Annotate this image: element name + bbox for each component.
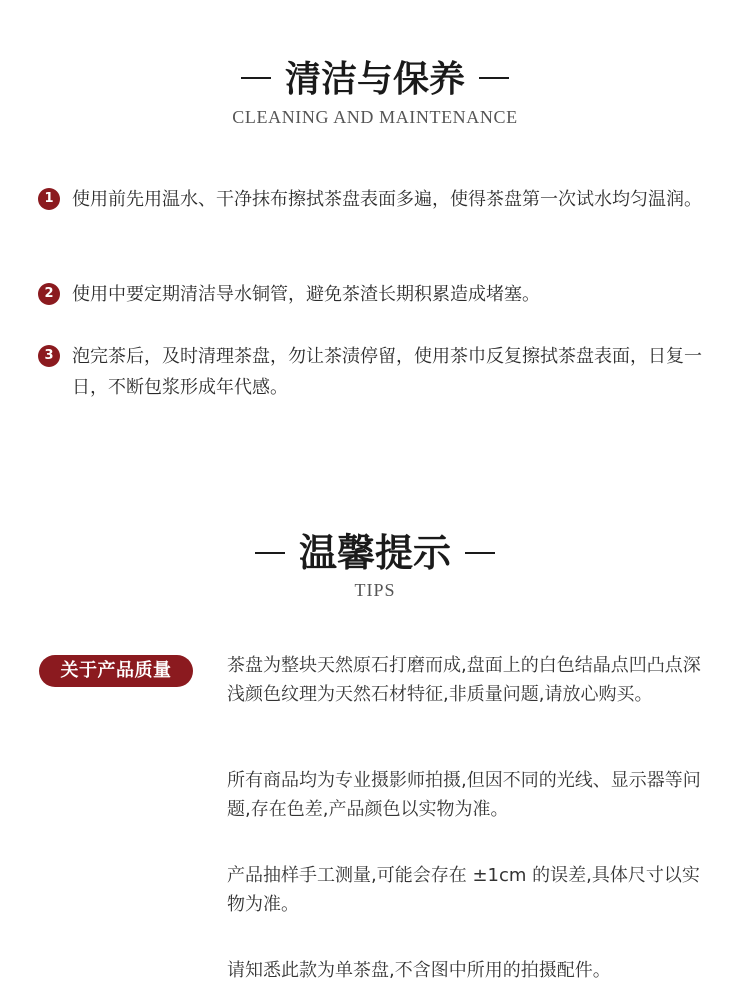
- cleaning-section-subtitle: CLEANING AND MAINTENANCE: [232, 107, 518, 127]
- title-dash-right: [479, 77, 509, 79]
- title-dash-right: [465, 552, 495, 554]
- cleaning-item: [38, 279, 718, 310]
- tip-paragraph: 茶盘为整块天然原石打磨而成,盘面上的白色结晶点凹凸点深浅颜色纹理为天然石材特征,非质量问题,请放心购买。: [227, 655, 701, 705]
- number-badge-icon: 3: [38, 345, 60, 367]
- cleaning-title-text: 清洁与保养: [284, 58, 465, 100]
- tips-section-title: [0, 528, 750, 578]
- tips-section-subtitle: TIPS: [354, 580, 396, 600]
- title-dash-left: [241, 77, 271, 79]
- tip-paragraph: 所有商品均为专业摄影师拍摄,但因不同的光线、显示器等问题,存在色差,产品颜色以实物为准。: [227, 770, 701, 820]
- number-badge-icon: 1: [38, 188, 60, 210]
- cleaning-section-title: [0, 55, 750, 103]
- cleaning-item: [38, 184, 718, 215]
- cleaning-item-text: 使用前先用温水、干净抹布擦拭茶盘表面多遍，使得茶盘第一次试水均匀温润。: [72, 189, 702, 210]
- tips-title-text: 温馨提示: [298, 530, 451, 575]
- product-quality-badge: 关于产品质量: [39, 655, 193, 687]
- title-dash-left: [255, 552, 285, 554]
- cleaning-item-text: 泡完茶后，及时清理茶盘，勿让茶渍停留，使用茶巾反复擦拭茶盘表面，日复一日，不断包浆形成年代感。: [72, 346, 702, 398]
- tip-paragraph: 产品抽样手工测量,可能会存在 ±1cm 的误差,具体尺寸以实物为准。: [227, 865, 700, 915]
- cleaning-item: [38, 341, 718, 403]
- tip-paragraph: 请知悉此款为单茶盘,不含图中所用的拍摄配件。: [227, 960, 611, 981]
- cleaning-item-text: 使用中要定期清洁导水铜管，避免茶渣长期积累造成堵塞。: [72, 284, 540, 305]
- number-badge-icon: 2: [38, 283, 60, 305]
